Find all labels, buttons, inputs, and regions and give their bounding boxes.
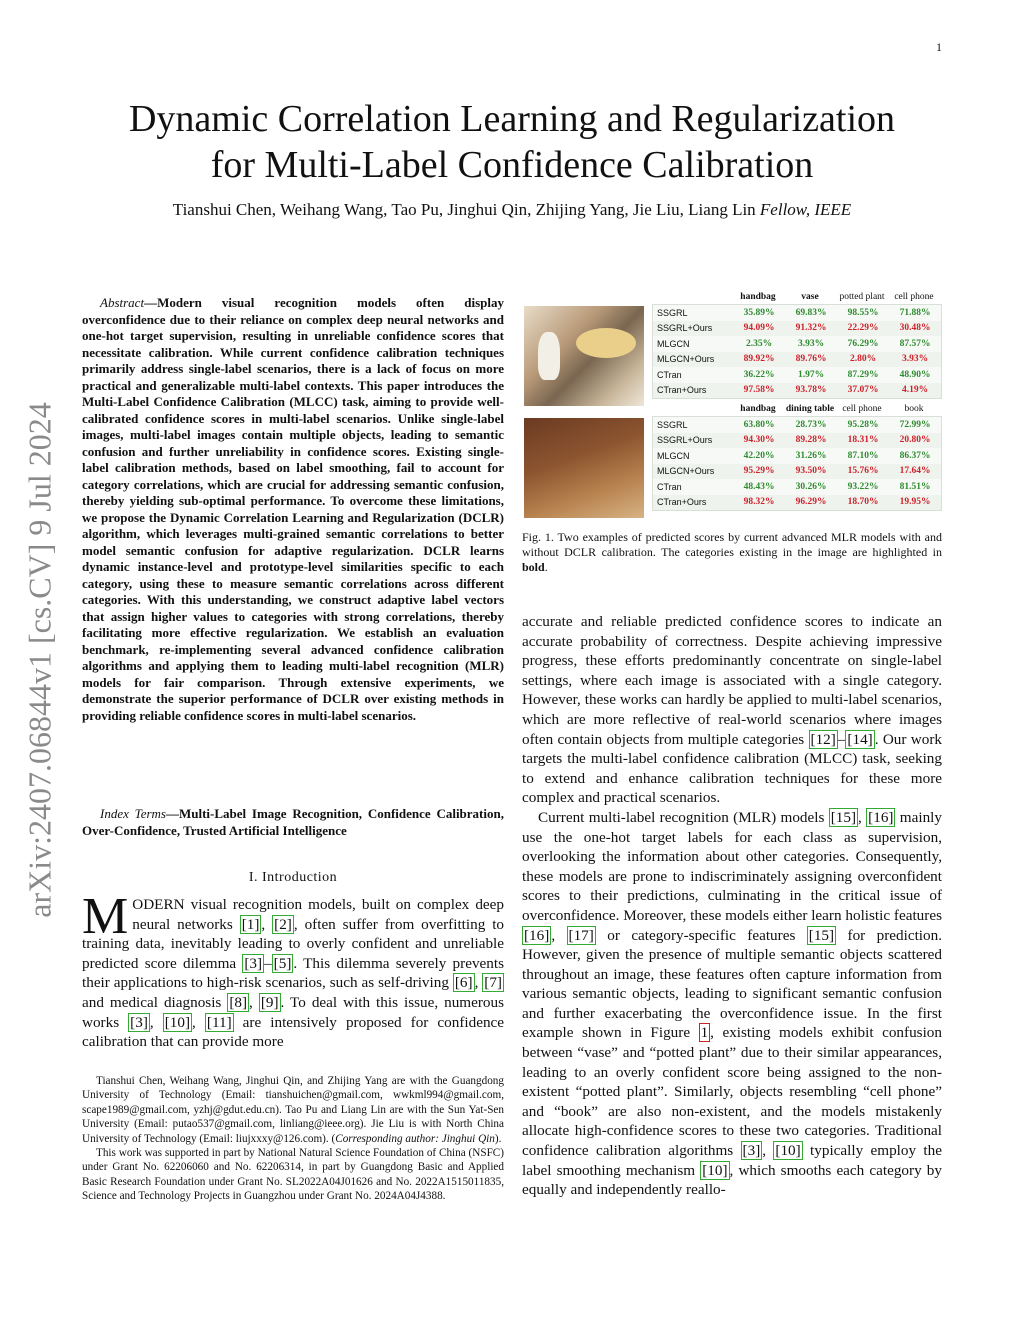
score-table-2 bbox=[652, 402, 942, 511]
citation-link[interactable]: [5] bbox=[273, 954, 292, 972]
row-label: CTran bbox=[657, 481, 682, 492]
score-cell: 76.29% bbox=[847, 338, 879, 349]
score-cell: 1.97% bbox=[797, 369, 825, 380]
score-cell: 28.73% bbox=[795, 419, 827, 430]
score-cell: 2.35% bbox=[745, 338, 773, 349]
table-body bbox=[652, 304, 942, 399]
row-label: MLGCN bbox=[657, 338, 690, 349]
row-label: MLGCN bbox=[657, 450, 690, 461]
score-cell: 93.78% bbox=[795, 385, 827, 396]
abstract-text: —Modern visual recognition models often display overconfidence due to their reliance on complex deep neural networks and one-hot target supervision, resulting in unreliable confidence scores that necessitate calibration. While current confidence calibration techniques primarily address single-label scenarios, there is a lack of focus on more practical and generalizable multi-label contexts. This paper introduces the Multi-Label Confidence Calibration (MLCC) task, aiming to provide well-calibrated confidence scores in multi-label scenarios. Unlike single-label images, multi-label images contain multiple objects, leading to semantic confusion and further unreliability in confidence scores. Existing single-label calibration methods, based on label smoothing, fail to account for category correlations, which are crucial for addressing semantic confusion, thereby yielding sub-optimal performance. To overcome these limitations, we propose the Dynamic Correlation Learning and Regularization (DCLR) algorithm, which leverages multi-grained semantic correlations to better model semantic confusion for adaptive regularization. DCLR learns dynamic instance-level and prototype-level similarities specific to each category, using these to measure semantic correlations across different categories. With this understanding, we construct adaptive label vectors that assign higher values to categories with strong correlations, thereby facilitating more effective regularization. We establish an evaluation benchmark, re-implementing several advanced confidence calibration algorithms and applying them to leading multi-label recognition (MLR) models for fair comparison. Through extensive experiments, we demonstrate the superior performance of DCLR over existing methods in providing reliable confidence scores in multi-label scenarios. bbox=[82, 295, 504, 723]
sep: , bbox=[192, 1013, 205, 1031]
index-terms bbox=[82, 806, 504, 839]
score-cell: 42.20% bbox=[743, 450, 775, 461]
score-cell: 2.80% bbox=[849, 354, 877, 365]
table-row bbox=[653, 367, 941, 383]
score-cell: 18.31% bbox=[847, 435, 879, 446]
citation-link[interactable]: [16] bbox=[868, 808, 894, 826]
author-list bbox=[60, 200, 964, 220]
citation-link[interactable]: [9] bbox=[260, 993, 279, 1011]
score-cell: 30.48% bbox=[899, 323, 931, 334]
abstract-label: Abstract bbox=[100, 295, 145, 310]
intro-paragraph bbox=[82, 888, 505, 1052]
citation-link[interactable]: [7] bbox=[484, 974, 502, 992]
row-label: MLGCN+Ours bbox=[657, 466, 715, 477]
column-header: handbag bbox=[740, 292, 776, 302]
figure-caption bbox=[522, 530, 942, 575]
body-text: accurate and reliable predicted confidence scores to indicate an accurate probability of correctness. Despite achieving impressive progress, these efforts predominantly concentrate on single-label settings, where each image is associated with a single category. However, these works can hardly be applied to multi-label scenarios, which are more reflective of real-world scenarios where images often contain objects from multiple categories bbox=[522, 613, 942, 748]
column-header: handbag bbox=[740, 404, 776, 414]
page-number: 1 bbox=[936, 40, 942, 54]
sep: , bbox=[762, 1142, 774, 1160]
caption-text: Fig. 1. Two examples of predicted scores by current advanced MLR models with and without DCLR calibration. The categories existing in the image are highlighted in bbox=[522, 530, 942, 559]
citation-link[interactable]: [17] bbox=[568, 926, 594, 944]
score-cell: 31.26% bbox=[795, 450, 827, 461]
score-cell: 17.64% bbox=[899, 466, 931, 477]
intro-text: . This dilemma severely prevents their applications to high-risk scenarios, such as self-driving bbox=[82, 954, 504, 992]
citation-link[interactable]: [6] bbox=[454, 974, 473, 992]
vase-shape bbox=[538, 332, 560, 380]
score-cell: 87.57% bbox=[899, 338, 931, 349]
sep: – bbox=[837, 730, 846, 748]
section-heading: I. Introduction bbox=[248, 870, 338, 885]
caption-bold: bold bbox=[522, 560, 545, 574]
sep: – bbox=[264, 954, 272, 972]
body-text: for prediction. However, given the presence of multiple semantic objects scattered throughout an image, these features often capture information from various semantic objects, leading to significant semantic confusion and further exacerbating the overconfidence issue. In the first example shown in Figure bbox=[522, 926, 942, 1042]
body-text: Current multi-label recognition (MLR) models bbox=[538, 808, 829, 826]
example-image-2 bbox=[524, 418, 644, 518]
score-cell: 18.70% bbox=[847, 497, 879, 508]
row-label: CTran+Ours bbox=[657, 385, 707, 396]
score-cell: 87.10% bbox=[847, 450, 879, 461]
table-row bbox=[653, 417, 941, 433]
sep: , bbox=[474, 974, 483, 992]
citation-link[interactable]: [11] bbox=[206, 1013, 232, 1031]
footnotes bbox=[82, 1074, 504, 1204]
sep: , bbox=[249, 993, 259, 1011]
body-text: . Our work targets the multi-label confidence calibration (MLCC) task, seeking to extend and enhance calibration techniques for these more complex and practical scenarios. bbox=[522, 730, 942, 807]
intro-text: . To deal with this issue, numerous works bbox=[82, 993, 505, 1031]
score-cell: 93.22% bbox=[847, 481, 879, 492]
score-cell: 3.93% bbox=[797, 338, 825, 349]
score-cell: 94.30% bbox=[743, 435, 775, 446]
table-header bbox=[652, 290, 942, 304]
footnote-funding: This work was supported in part by National Natural Science Foundation of China (NSFC) under Grant No. 62206060 and No. 62206314, in part by Guangdong Basic and Applied Basic Research Foundation under Grant No. SL2022A04J01626 and No. 2022A1515011835, Science and Technology Projects in Guangzhou under Grant No. 2024A04J4388. bbox=[82, 1147, 504, 1203]
intro-text: , often suffer from overfitting to training data, inevitably leading to overly confident and unreliable predicted score dilemma bbox=[82, 915, 505, 972]
citation-link[interactable]: [3] bbox=[742, 1142, 761, 1160]
citation-link[interactable]: [16] bbox=[524, 926, 550, 944]
citation-link[interactable]: [12] bbox=[810, 730, 836, 748]
table-body bbox=[652, 416, 942, 511]
citation-link[interactable]: [1] bbox=[241, 915, 260, 933]
column-header: dining table bbox=[785, 404, 835, 414]
citation-link[interactable]: [15] bbox=[830, 808, 857, 826]
citation-link[interactable]: [3] bbox=[244, 954, 263, 972]
score-cell: 89.92% bbox=[743, 354, 775, 365]
score-cell: 98.55% bbox=[847, 307, 879, 318]
score-cell: 48.43% bbox=[743, 481, 775, 492]
footnote-corresponding: Corresponding author: Jinghui Qin bbox=[335, 1132, 495, 1145]
figure-1 bbox=[524, 290, 942, 510]
body-text: or category-specific features bbox=[595, 926, 807, 944]
index-terms-text: —Multi-Label Image Recognition, Confidence Calibration, Over-Confidence, Trusted Artificial Intelligence bbox=[82, 806, 504, 838]
citation-link[interactable]: [10] bbox=[164, 1013, 191, 1031]
footnote-text: ). bbox=[494, 1132, 502, 1145]
body-text: typically employ the label smoothing mechanism bbox=[522, 1142, 942, 1179]
score-cell: 97.58% bbox=[743, 385, 775, 396]
row-label: CTran+Ours bbox=[657, 497, 707, 508]
column-header: potted plant bbox=[839, 292, 885, 302]
table-row bbox=[653, 383, 941, 399]
score-cell: 20.80% bbox=[899, 435, 931, 446]
hat-shape bbox=[576, 328, 636, 358]
row-label: SSGRL bbox=[657, 419, 688, 430]
column-header: cell phone bbox=[842, 404, 882, 414]
body-paragraph bbox=[522, 808, 942, 1200]
row-label: MLGCN+Ours bbox=[657, 354, 715, 365]
sep: , bbox=[261, 915, 273, 933]
table-row bbox=[653, 495, 941, 511]
column-header: book bbox=[904, 404, 924, 414]
title-line-1: Dynamic Correlation Learning and Regularization bbox=[128, 98, 896, 140]
column-header: cell phone bbox=[894, 292, 934, 302]
score-cell: 96.29% bbox=[795, 497, 827, 508]
right-column-body bbox=[522, 612, 942, 1200]
score-cell: 19.95% bbox=[899, 497, 931, 508]
citation-link[interactable]: [10] bbox=[775, 1142, 801, 1160]
body-text: , existing models exhibit confusion between “vase” and “potted plant” due to their similar appearances, leading to an overly confident score being assigned to the non-existent “potted plant”. Similarly, objects resembling “cell phone” and “book” are also non-existent, and the models mistakenly allocate high-confidence scores to these two categories. Traditional confidence calibration algorithms bbox=[522, 1024, 942, 1160]
sep: , bbox=[551, 926, 567, 944]
example-image-1 bbox=[524, 306, 644, 406]
score-cell: 69.83% bbox=[795, 307, 827, 318]
authors-names: Tianshui Chen, Weihang Wang, Tao Pu, Jinghui Qin, Zhijing Yang, Jie Liu, Liang Lin bbox=[172, 200, 756, 219]
score-cell: 71.88% bbox=[899, 307, 931, 318]
title-line-2: for Multi-Label Confidence Calibration bbox=[210, 144, 814, 186]
table-header bbox=[652, 402, 942, 416]
sep: , bbox=[858, 808, 867, 826]
score-cell: 35.89% bbox=[743, 307, 775, 318]
body-paragraph bbox=[522, 612, 942, 808]
figure-ref-link[interactable]: 1 bbox=[700, 1024, 709, 1042]
intro-text: are intensively proposed for confidence calibration that can provide more bbox=[82, 1013, 505, 1051]
row-label: SSGRL+Ours bbox=[657, 435, 713, 446]
citation-link[interactable]: [15] bbox=[808, 926, 835, 944]
caption-text: . bbox=[544, 560, 548, 574]
citation-link[interactable]: [8] bbox=[229, 993, 248, 1011]
table-row bbox=[653, 305, 941, 321]
body-text: mainly use the one-hot target labels for each class as supervision, overlooking the information about other categories. Consequently, these models are prone to indiscriminately assigning overconfident scores to their predictions, culminating in the critical issue of overconfidence. Moreover, these models either learn holistic features bbox=[522, 808, 942, 924]
score-cell: 3.93% bbox=[901, 354, 929, 365]
arxiv-id: arXiv:2407.06844v1 [cs.CV] 9 Jul 2024 bbox=[21, 402, 58, 918]
score-cell: 95.28% bbox=[847, 419, 879, 430]
score-cell: 81.51% bbox=[899, 481, 931, 492]
score-cell: 4.19% bbox=[901, 385, 929, 396]
intro-first-word: ODERN bbox=[132, 896, 185, 913]
paper-title bbox=[60, 96, 964, 188]
drop-cap: M bbox=[82, 888, 129, 945]
abstract bbox=[82, 295, 504, 724]
row-label: SSGRL+Ours bbox=[657, 323, 713, 334]
citation-link[interactable]: [14] bbox=[847, 730, 873, 748]
score-cell: 87.29% bbox=[847, 369, 879, 380]
score-cell: 72.99% bbox=[899, 419, 931, 430]
table-row bbox=[653, 448, 941, 464]
citation-link[interactable]: [3] bbox=[130, 1013, 148, 1031]
table-row bbox=[653, 464, 941, 480]
footnote-affiliations bbox=[82, 1074, 504, 1146]
body-text: , which smooths each category by equally and independently reallo- bbox=[522, 1161, 942, 1199]
column-header: vase bbox=[801, 292, 819, 302]
score-cell: 36.22% bbox=[743, 369, 775, 380]
score-cell: 95.29% bbox=[743, 466, 775, 477]
score-cell: 91.32% bbox=[795, 323, 827, 334]
score-cell: 48.90% bbox=[899, 369, 931, 380]
sep: , bbox=[149, 1013, 163, 1031]
index-terms-label: Index Terms bbox=[100, 806, 166, 821]
score-cell: 98.32% bbox=[743, 497, 775, 508]
score-cell: 63.80% bbox=[743, 419, 775, 430]
score-cell: 37.07% bbox=[847, 385, 879, 396]
authors-suffix: Fellow, IEEE bbox=[759, 200, 852, 219]
footnote-text: Tianshui Chen, Weihang Wang, Jinghui Qin, and Zhijing Yang are with the Guangdong University of Technology (Email: tianshuichen@gmail.com, wwkml994@gmail.com, scape1989@gmail.com, yzhj@gdut.edu.cn). Tao Pu and Liang Lin are with the Sun Yat-Sen University (Email: putao537@gmail.com, linliang@ieee.org). Jie Liu is with North China University of Technology (Email: liujxxxy@126.com). ( bbox=[82, 1075, 504, 1145]
citation-link[interactable]: [2] bbox=[274, 915, 292, 933]
score-cell: 30.26% bbox=[795, 481, 827, 492]
score-cell: 94.09% bbox=[743, 323, 775, 334]
score-table-1 bbox=[652, 290, 942, 399]
score-cell: 15.76% bbox=[847, 466, 879, 477]
intro-text: and medical diagnosis bbox=[82, 993, 228, 1011]
score-cell: 89.28% bbox=[795, 435, 827, 446]
table-row bbox=[653, 336, 941, 352]
score-cell: 86.37% bbox=[899, 450, 931, 461]
score-cell: 22.29% bbox=[847, 323, 879, 334]
table-row bbox=[653, 433, 941, 449]
score-cell: 93.50% bbox=[795, 466, 827, 477]
citation-link[interactable]: [10] bbox=[702, 1161, 728, 1179]
table-row bbox=[653, 352, 941, 368]
row-label: SSGRL bbox=[657, 307, 688, 318]
table-row bbox=[653, 479, 941, 495]
intro-text: visual recognition models, built on complex deep neural networks bbox=[132, 896, 504, 933]
score-cell: 89.76% bbox=[795, 354, 827, 365]
table-row bbox=[653, 321, 941, 337]
row-label: CTran bbox=[657, 369, 682, 380]
